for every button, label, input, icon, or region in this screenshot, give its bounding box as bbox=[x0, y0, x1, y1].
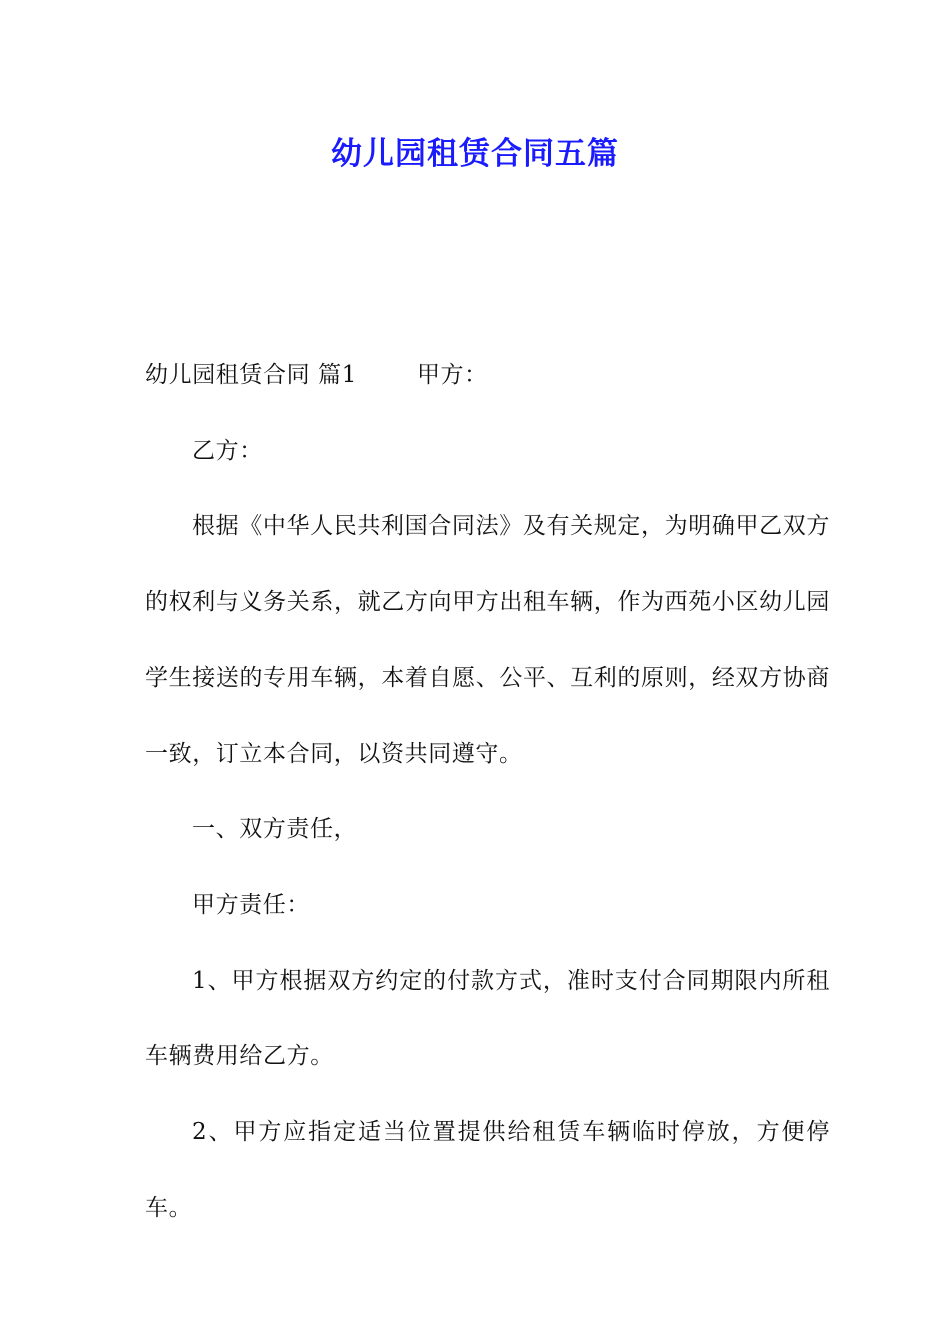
party-a-label: 甲方： bbox=[416, 362, 488, 388]
first-line bbox=[145, 338, 830, 414]
paragraph-preamble: 根据《中华人民共利国合同法》及有关规定，为明确甲乙双方的权利与义务关系，就乙方向甲方出租车辆，作为西苑小区幼儿园学生接送的专用车辆，本着自愿、公平、互利的原则，经双方协商一致，订立本合同，以资共同遵守。 bbox=[145, 513, 830, 767]
paragraph-party-a-duties: 甲方责任： bbox=[192, 891, 310, 918]
contract-heading: 幼儿园租赁合同 篇1 bbox=[145, 362, 357, 388]
document-title: 幼儿园租赁合同五篇 bbox=[331, 136, 619, 172]
paragraph-clause-1: 1、甲方根据双方约定的付款方式，准时支付合同期限内所租车辆费用给乙方。 bbox=[145, 967, 830, 1070]
paragraph-clause-2: 2、甲方应指定适当位置提供给租赁车辆临时停放，方便停车。 bbox=[145, 1119, 830, 1221]
document-body bbox=[145, 338, 830, 1246]
paragraph-party-b: 乙方： bbox=[192, 437, 263, 464]
paragraph-section-heading: 一、双方责任， bbox=[192, 816, 358, 843]
